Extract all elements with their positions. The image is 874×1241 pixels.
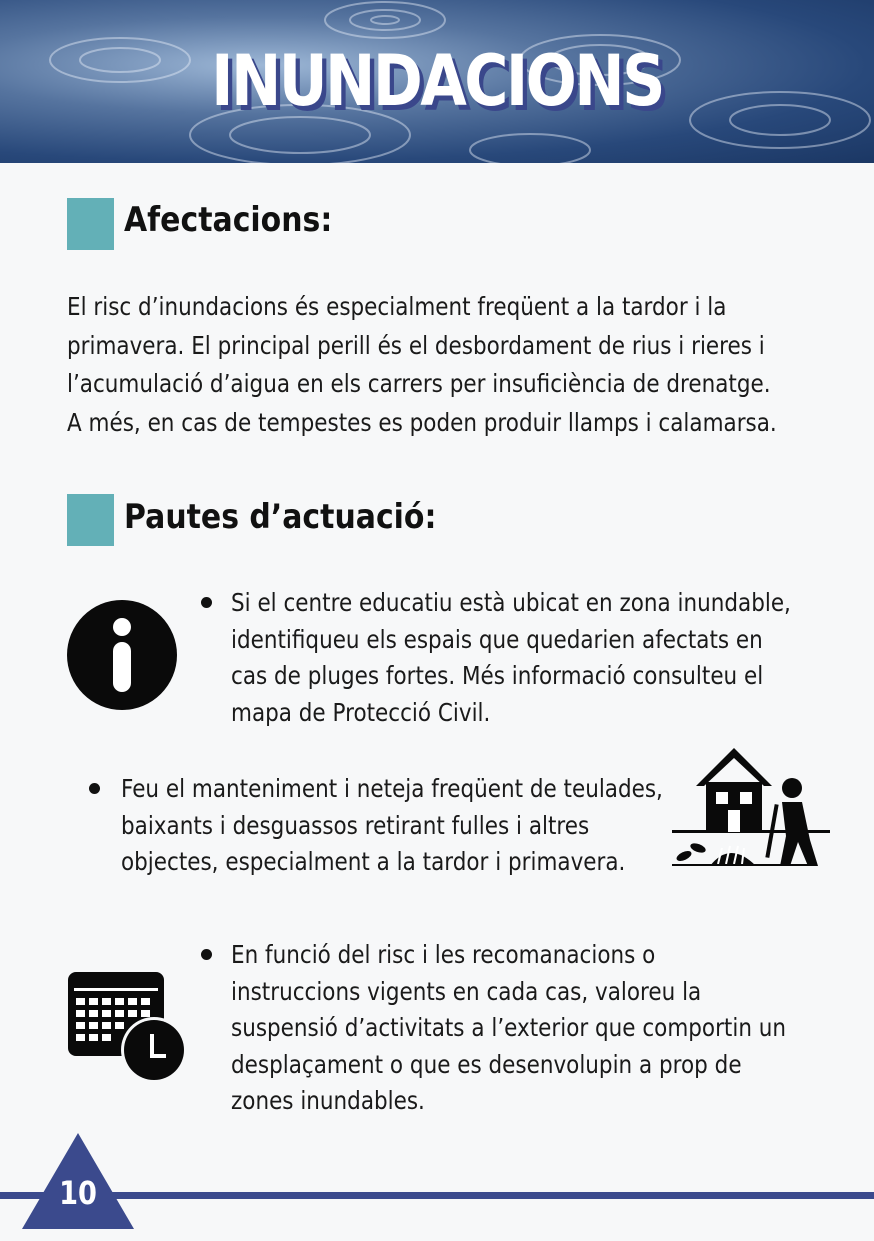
bullet-line: objectes, especialment a la tardor i primavera. bbox=[121, 847, 626, 876]
paragraph-line: A més, en cas de tempestes es poden produir llamps i calamarsa. bbox=[67, 407, 777, 437]
house-cleaning-icon bbox=[670, 748, 832, 870]
bullet-item-suspensio bbox=[231, 937, 786, 1120]
section-marker-square bbox=[67, 494, 114, 546]
info-icon bbox=[66, 599, 178, 711]
bullet-line: Feu el manteniment i neteja freqüent de teulades, bbox=[121, 774, 663, 803]
bullet-line: zones inundables. bbox=[231, 1086, 425, 1115]
bullet-item-zona-inundable bbox=[231, 585, 791, 731]
paragraph-line: El risc d’inundacions és especialment freqüent a la tardor i la bbox=[67, 292, 727, 321]
bullet-line: identifiqueu els espais que quedarien afectats en bbox=[231, 624, 763, 654]
section-heading-pautes: Pautes d’actuació: bbox=[124, 497, 437, 537]
paragraph-line: primavera. El principal perill és el desbordament de rius i rieres i bbox=[67, 330, 765, 360]
afectacions-paragraph bbox=[67, 288, 777, 442]
bullet-dot bbox=[201, 597, 212, 608]
bullet-line: desplaçament o que es desenvolupin a prop de bbox=[231, 1049, 742, 1079]
calendar-clock-icon bbox=[66, 970, 190, 1084]
bullet-line: Si el centre educatiu està ubicat en zona inundable, bbox=[231, 588, 791, 617]
bullet-line: cas de pluges fortes. Més informació consulteu el bbox=[231, 661, 764, 690]
bullet-item-manteniment bbox=[121, 771, 663, 881]
bullet-line: instruccions vigents en cada cas, valoreu la bbox=[231, 976, 702, 1006]
bullet-line: En funció del risc i les recomanacions o bbox=[231, 940, 656, 969]
paragraph-line: l’acumulació d’aigua en els carrers per insuficiència de drenatge. bbox=[67, 369, 771, 398]
page-number: 10 bbox=[59, 1174, 97, 1212]
section-marker-square bbox=[67, 198, 114, 250]
bullet-line: baixants i desguassos retirant fulles i altres bbox=[121, 810, 590, 840]
bullet-dot bbox=[89, 783, 100, 794]
bullet-line: suspensió d’activitats a l’exterior que comportin un bbox=[231, 1013, 787, 1042]
section-heading-afectacions: Afectacions: bbox=[124, 200, 333, 240]
bullet-dot bbox=[201, 949, 212, 960]
page-title: INUNDACIONS bbox=[211, 40, 663, 122]
bullet-line: mapa de Protecció Civil. bbox=[231, 697, 491, 727]
header-banner bbox=[0, 0, 874, 163]
